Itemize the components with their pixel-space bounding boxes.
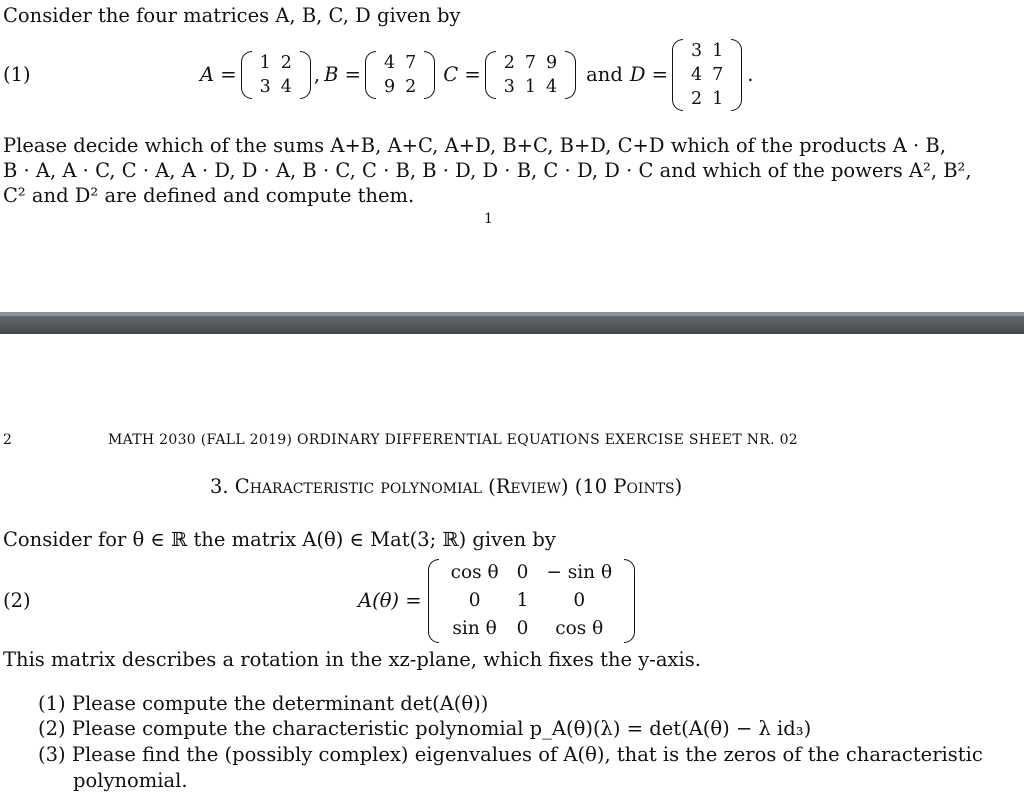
matrix-cell: 1	[712, 88, 724, 109]
page-number-1: 1	[484, 211, 493, 227]
consider-text: Consider for θ ∈ ℝ the matrix A(θ) ∈ Mat(3; ℝ) given by	[3, 528, 556, 551]
running-head: MATH 2030 (FALL 2019) ORDINARY DIFFERENTIAL EQUATIONS EXERCISE SHEET NR. 02	[108, 432, 799, 448]
matrix-b	[365, 51, 435, 99]
task-number: (3)	[38, 743, 66, 766]
rotation-matrix-equation	[358, 558, 635, 644]
page-number-2: 2	[3, 432, 12, 448]
matrix-a-label: A =	[200, 63, 237, 86]
matrix-d	[672, 39, 742, 111]
and-text: and	[586, 63, 623, 86]
task-item-3	[38, 743, 983, 767]
matrix-cell: 2	[503, 52, 515, 73]
description-text: This matrix describes a rotation in the xz-plane, which fixes the y-axis.	[3, 648, 701, 671]
matrix-cell: 4	[383, 52, 396, 73]
matrix-cell: 1	[259, 52, 271, 73]
matrix-c-label: C =	[443, 63, 481, 86]
question-line-3: C² and D² are defined and compute them.	[3, 184, 415, 207]
matrix-cell: 1	[516, 590, 529, 611]
question-line-1: Please decide which of the sums A+B, A+C, A+D, B+C, B+D, C+D which of the products A · B,	[3, 134, 946, 157]
separator-comma: ,	[313, 63, 321, 86]
page-1	[0, 0, 1024, 300]
task-text: Please find the (possibly complex) eigenvalues of A(θ), that is the zeros of the characteristic	[71, 743, 983, 766]
matrix-cell: 2	[280, 52, 292, 73]
end-dot: .	[747, 63, 754, 86]
matrix-cell: 0	[516, 562, 529, 583]
matrix-cell: 4	[691, 64, 703, 85]
equation-number-2: (2)	[3, 589, 31, 612]
task-item-1	[38, 692, 488, 716]
equation-number-1: (1)	[3, 63, 31, 86]
matrix-cell: 1	[524, 76, 537, 97]
matrix-cell: 7	[712, 64, 724, 85]
matrix-cell: 2	[405, 76, 417, 97]
matrix-cell: 0	[573, 590, 586, 611]
matrix-cell: 4	[280, 76, 292, 97]
rotation-matrix	[428, 559, 636, 643]
matrix-cell: 1	[712, 40, 724, 61]
page-divider	[0, 312, 1024, 334]
matrix-c	[485, 51, 576, 99]
task-number: (2)	[38, 717, 66, 740]
matrix-cell: 7	[405, 52, 417, 73]
matrix-cell: cos θ	[555, 618, 604, 639]
matrix-equation	[200, 36, 753, 114]
matrix-cell: 2	[691, 88, 703, 109]
matrix-cell: − sin θ	[546, 562, 613, 583]
matrix-cell: sin θ	[452, 618, 497, 639]
matrix-cell: 4	[546, 76, 558, 97]
task-item-2	[38, 717, 811, 741]
matrix-cell: 3	[259, 76, 271, 97]
matrix-cell: 7	[524, 52, 537, 73]
task-text: Please compute the determinant det(A(θ))	[71, 692, 489, 715]
task-item-3-continuation: polynomial.	[73, 769, 188, 792]
matrix-cell: 0	[516, 618, 529, 639]
matrix-cell: 9	[546, 52, 558, 73]
task-number: (1)	[38, 692, 66, 715]
matrix-d-label: D =	[629, 63, 668, 86]
matrix-cell: cos θ	[450, 562, 499, 583]
matrix-cell: 9	[383, 76, 396, 97]
rotation-matrix-label: A(θ) =	[358, 589, 422, 612]
matrix-cell: 0	[468, 590, 481, 611]
intro-text: Consider the four matrices A, B, C, D given by	[3, 4, 461, 27]
section-title: 3. Characteristic polynomial (Review) (10 Points)	[210, 475, 683, 498]
matrix-cell: 3	[503, 76, 515, 97]
matrix-cell: 3	[691, 40, 703, 61]
task-text: Please compute the characteristic polynomial p_A(θ)(λ) = det(A(θ) − λ id₃)	[71, 717, 812, 740]
matrix-a	[241, 51, 311, 99]
matrix-b-label: B =	[324, 63, 361, 86]
question-line-2: B · A, A · C, C · A, A · D, D · A, B · C, C · B, B · D, D · B, C · D, D · C and which of the powers A², B²,	[3, 159, 972, 182]
